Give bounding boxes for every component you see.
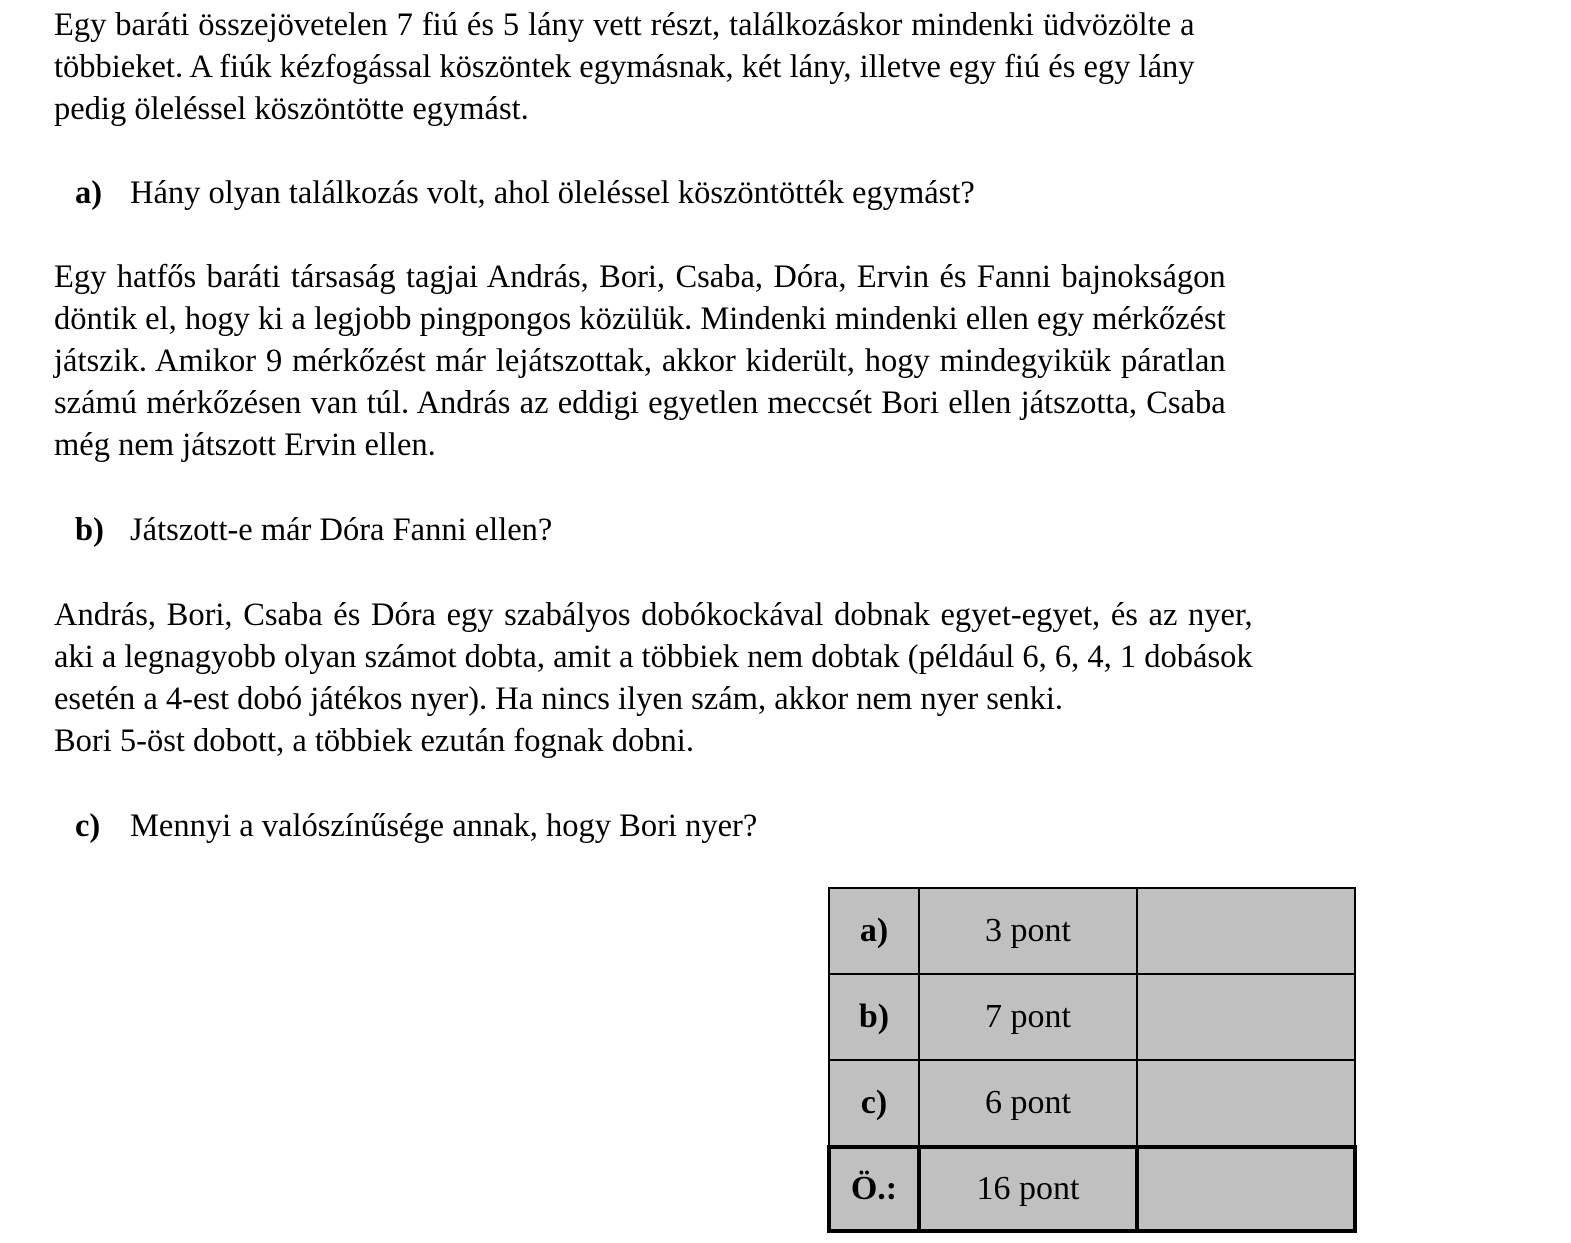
score-label: b) (829, 974, 919, 1060)
text-line: aki a legnagyobb olyan számot dobta, amit a többiek nem dobtak (például 6, 6, 4, 1 dobások (54, 639, 1253, 675)
score-points: 6 pont (919, 1060, 1137, 1147)
score-row-b (829, 974, 1355, 1060)
question-text: Játszott-e már Dóra Fanni ellen? (130, 512, 553, 548)
text-line: pedig öleléssel köszöntötte egymást. (54, 91, 529, 127)
score-label: a) (829, 888, 919, 974)
text-line: Egy baráti összejövetelen 7 fiú és 5 lány vett részt, találkozáskor mindenki üdvözölte a (54, 7, 1195, 43)
text-line: Egy hatfős baráti társaság tagjai András, Bori, Csaba, Dóra, Ervin és Fanni bajnokságon (54, 259, 1226, 295)
score-table (827, 887, 1357, 1233)
score-points: 7 pont (919, 974, 1137, 1060)
question-label: a) (75, 175, 103, 211)
dice-paragraph (54, 594, 1253, 762)
question-label: b) (75, 512, 104, 548)
score-total-earned-cell (1137, 1147, 1355, 1231)
text-line: számú mérkőzésen van túl. András az eddigi egyetlen meccsét Bori ellen játszotta, Csaba (54, 385, 1226, 421)
question-c (54, 805, 757, 847)
question-label: c) (75, 808, 101, 844)
score-row-total (829, 1147, 1355, 1231)
text-line: Bori 5-öst dobott, a többiek ezután fognak dobni. (54, 723, 694, 759)
score-earned-cell (1137, 888, 1355, 974)
text-line: többieket. A fiúk kézfogással köszöntek egymásnak, két lány, illetve egy fiú és egy lány (54, 49, 1195, 85)
score-earned-cell (1137, 1060, 1355, 1147)
score-points: 3 pont (919, 888, 1137, 974)
text-line: még nem játszott Ervin ellen. (54, 427, 436, 463)
pingpong-paragraph (54, 256, 1226, 466)
problem-intro-paragraph (54, 4, 1195, 130)
score-row-c (829, 1060, 1355, 1147)
text-line: döntik el, hogy ki a legjobb pingpongos közülük. Mindenki mindenki ellen egy mérkőzést (54, 301, 1226, 337)
score-label: c) (829, 1060, 919, 1147)
text-line: András, Bori, Csaba és Dóra egy szabályos dobókockával dobnak egyet-egyet, és az nyer, (54, 597, 1253, 633)
text-line: játszik. Amikor 9 mérkőzést már lejátszottak, akkor kiderült, hogy mindegyikük páratlan (54, 343, 1226, 379)
text-line: esetén a 4-est dobó játékos nyer). Ha nincs ilyen szám, akkor nem nyer senki. (54, 681, 1063, 717)
score-earned-cell (1137, 974, 1355, 1060)
question-a (54, 172, 975, 214)
score-row-a (829, 888, 1355, 974)
question-text: Hány olyan találkozás volt, ahol öleléssel köszöntötték egymást? (130, 175, 975, 211)
score-total-points: 16 pont (919, 1147, 1137, 1231)
question-text: Mennyi a valószínűsége annak, hogy Bori nyer? (130, 808, 758, 844)
question-b (54, 509, 552, 551)
score-total-label: Ö.: (829, 1147, 919, 1231)
